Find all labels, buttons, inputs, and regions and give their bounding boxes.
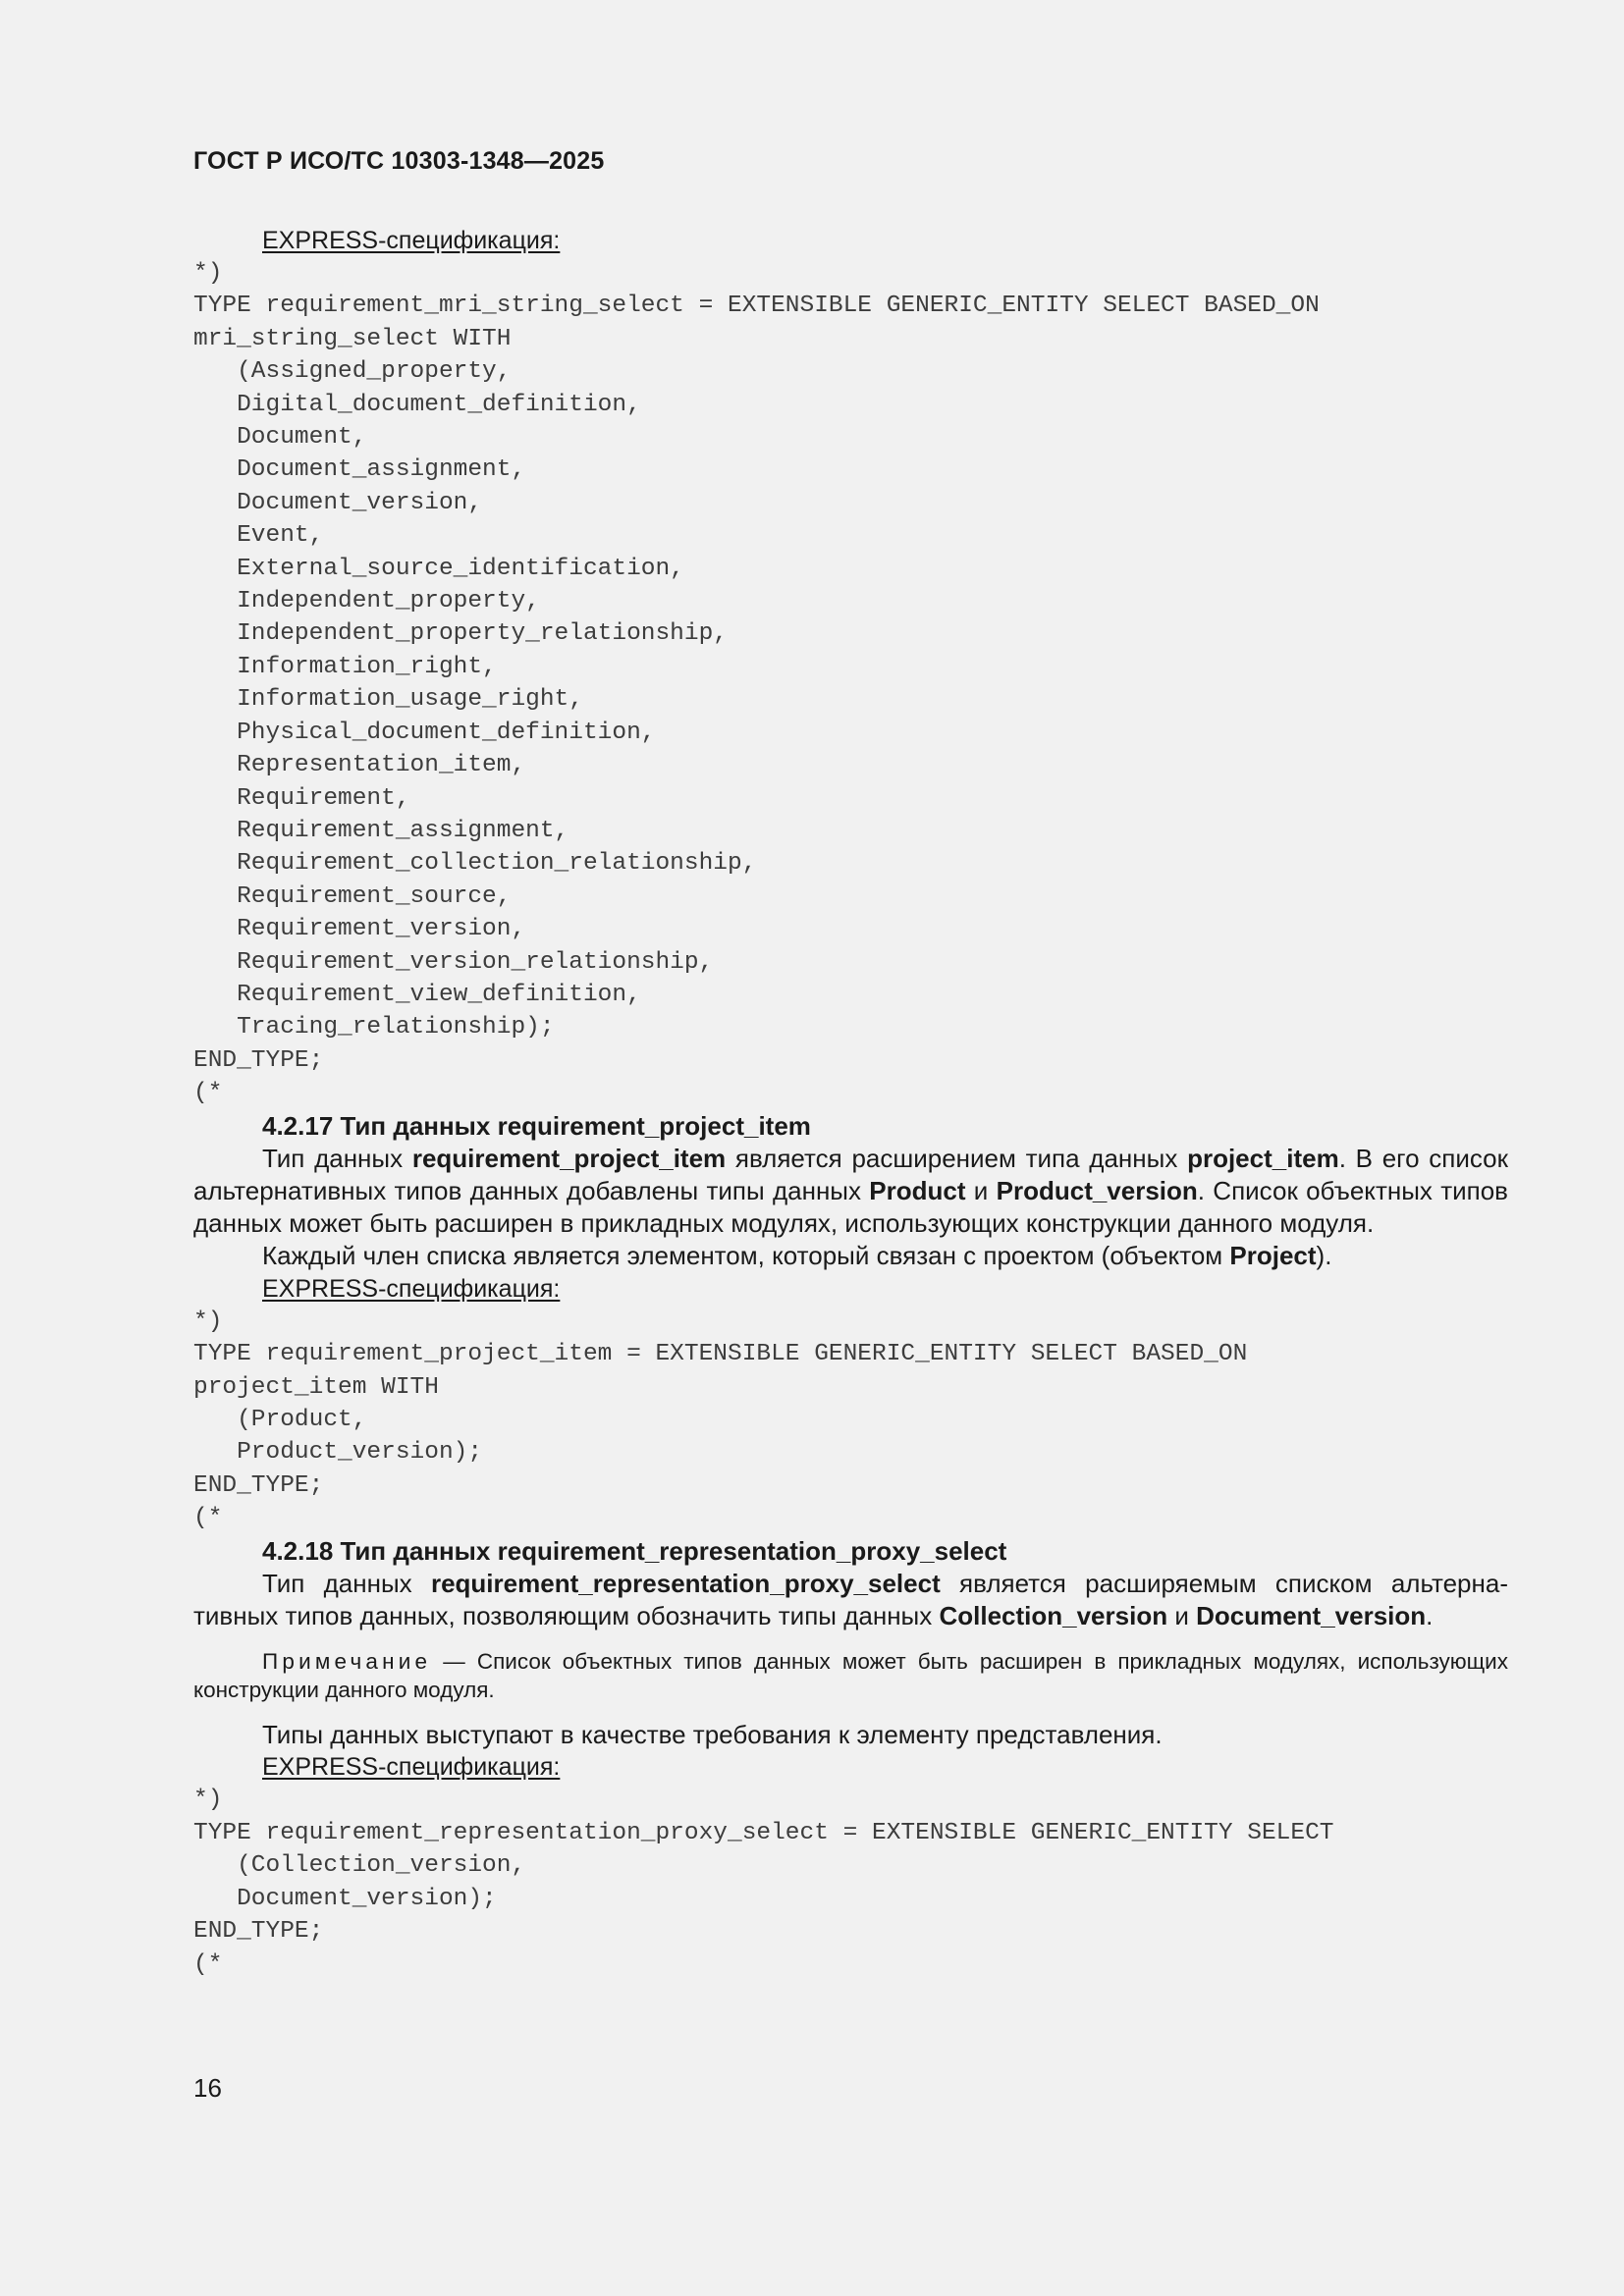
section-heading-4-2-17: 4.2.17 Тип данных requirement_project_item — [262, 1110, 811, 1141]
page-content — [193, 225, 1508, 1981]
code-block-project-item: *) TYPE requirement_project_item = EXTENSIBLE GENERIC_ENTITY SELECT BASED_ON project_item WITH (Product, Product_version); END_TYPE; (* — [193, 1308, 1248, 1532]
page-number: 16 — [193, 2073, 222, 2103]
code-block-mri-string-select: *) TYPE requirement_mri_string_select = EXTENSIBLE GENERIC_ENTITY SELECT BASED_ON mri_string_select WITH (Assigned_property, Digital_document_definition, Document, Document_assignment, Document_version, Event, External_source_identification, Independent_property, Independent_property_relationship, Information_right, Information_usage_right, Physical_document_definition, Representation_item, Requirement, Requirement_assignment, Requirement_collection_relationship, Requirement_source, Requirement_version, Requirement_version_relationship, Requirement_view_definition, Tracing_relationship); END_TYPE; (* — [193, 260, 1320, 1107]
express-spec-label: EXPRESS-спецификация: — [262, 1274, 561, 1303]
paragraph-4-2-17-members: Каждый член списка является элементом, который связан с проектом (объектом Project). — [262, 1241, 1332, 1271]
document-header: ГОСТ Р ИСО/ТС 10303-1348—2025 — [193, 147, 605, 175]
paragraph-4-2-17-description: Тип данных requirement_project_item является расширением типа данных project_item. В его список альтернативных типов данных добавлены типы данных Product и Product_version. Список объектных типов данных может быть расширен в прикладных модулях, использующих конструкции данного модуля. — [193, 1143, 1508, 1239]
code-block-representation-proxy-select: *) TYPE requirement_representation_proxy_select = EXTENSIBLE GENERIC_ENTITY SELECT (Collection_version, Document_version); END_TYPE; (* — [193, 1787, 1334, 1978]
note-label: Примечание — [262, 1649, 432, 1675]
note-text: — Список объектных типов данных может быть расширен в прикладных модулях, использующих конструкции данного модуля. — [193, 1649, 1508, 1703]
note-paragraph — [193, 1647, 1508, 1704]
paragraph-4-2-18-description: Тип данных requirement_representation_proxy_select является расширяемым списком альтернативных типов данных, позволяющим обозначить типы данных Collection_version и Document_version. — [193, 1568, 1508, 1630]
express-spec-label: EXPRESS-спецификация: — [262, 227, 561, 254]
express-spec-label: EXPRESS-спецификация: — [262, 1753, 561, 1782]
section-heading-4-2-18: 4.2.18 Тип данных requirement_representation_proxy_select — [262, 1535, 1007, 1566]
paragraph-4-2-18-purpose: Типы данных выступают в качестве требования к элементу представления. — [262, 1720, 1163, 1750]
